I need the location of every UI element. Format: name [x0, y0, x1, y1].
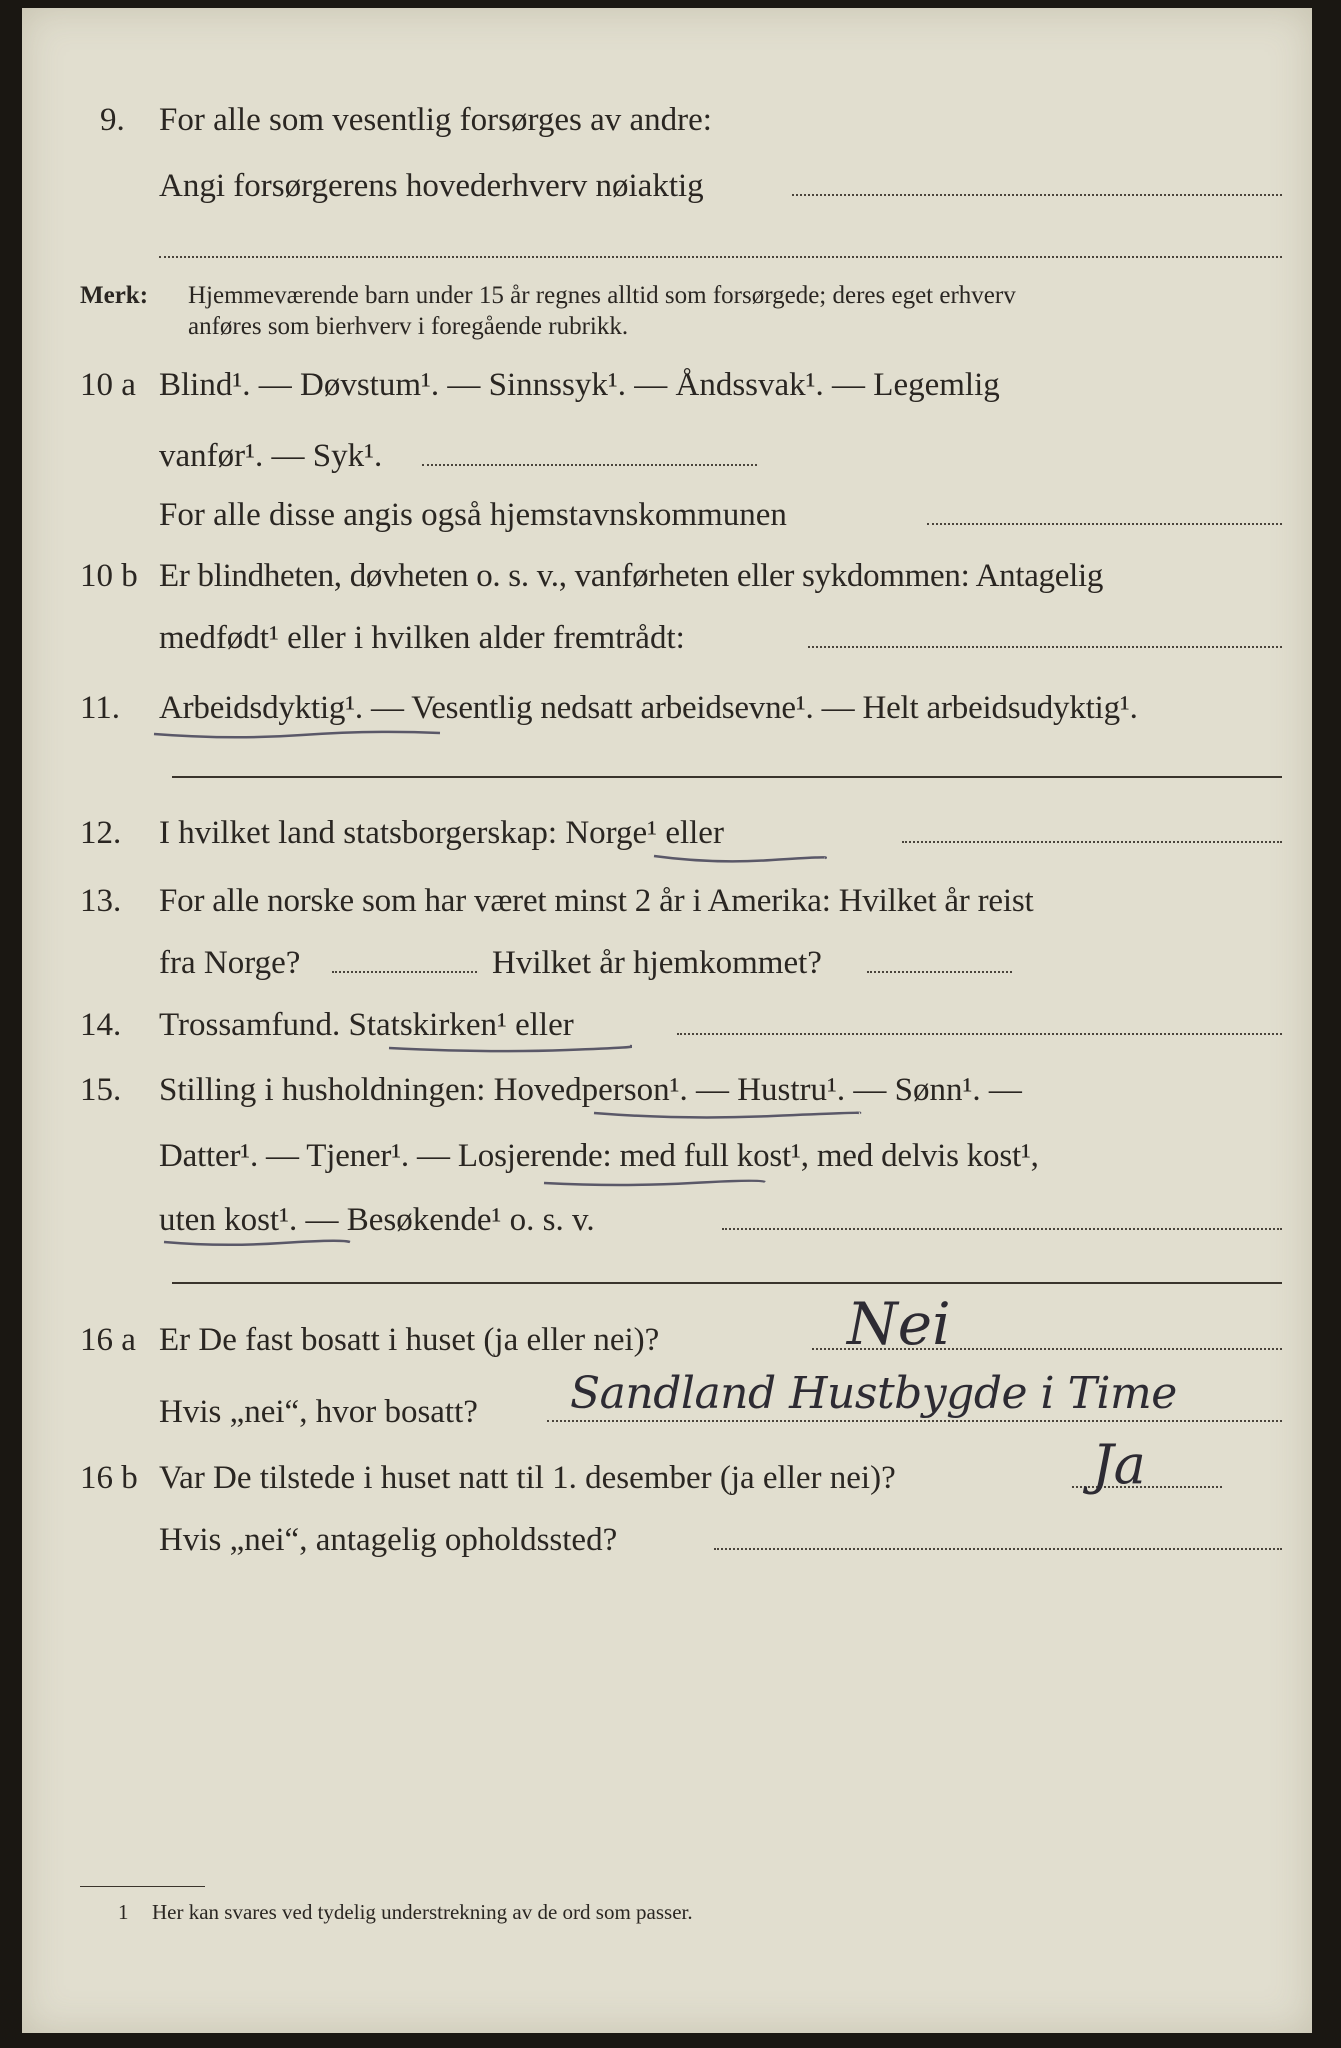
q10b-line2: medfødt¹ eller i hvilken alder fremtrådt:	[159, 620, 685, 656]
handwritten-answer: Ja	[1092, 1433, 1146, 1496]
answer-dotted-line	[867, 971, 1012, 973]
q9-number: 9.	[100, 102, 125, 138]
footnote-mark: 1	[118, 1900, 129, 1924]
q16a-line1: Er De fast bosatt i huset (ja eller nei)?	[159, 1322, 660, 1358]
answer-dotted-line	[332, 971, 477, 973]
q12-line1: I hvilket land statsborgerskap: Norge¹ eller	[159, 815, 724, 851]
census-form-page	[22, 8, 1312, 2033]
answer-dotted-line	[722, 1228, 1282, 1230]
q16a-number: 16 a	[80, 1322, 136, 1358]
q15-line3: uten kost¹. — Besøkende¹ o. s. v.	[159, 1202, 595, 1238]
q15-number: 15.	[80, 1072, 122, 1108]
q13-number: 13.	[80, 883, 122, 919]
answer-dotted-line	[792, 194, 1282, 196]
answer-dotted-line	[159, 256, 1282, 258]
merk-line2: anføres som bierhverv i foregående rubrikk.	[188, 313, 629, 340]
answer-dotted-line	[808, 646, 1282, 648]
pencil-underline	[592, 1108, 862, 1122]
pencil-underline	[542, 1176, 767, 1190]
merk-label: Merk:	[80, 282, 149, 309]
pencil-underline	[387, 1042, 632, 1056]
q11-line1: Arbeidsdyktig¹. — Vesentlig nedsatt arbeidsevne¹. — Helt arbeidsudyktig¹.	[159, 690, 1138, 726]
pencil-underline	[162, 1236, 352, 1250]
pencil-underline	[152, 728, 442, 742]
q13-line2b: Hvilket år hjemkommet?	[492, 945, 822, 981]
q16b-line2: Hvis „nei“, antagelig opholdssted?	[159, 1522, 618, 1558]
answer-dotted-line	[927, 523, 1282, 525]
q10a-number: 10 a	[80, 367, 136, 403]
handwritten-answer: Sandland Hustbygde i Time	[570, 1368, 1177, 1419]
q10b-number: 10 b	[80, 558, 138, 594]
q13-line1: For alle norske som har været minst 2 år i Amerika: Hvilket år reist	[159, 883, 1034, 919]
q16b-number: 16 b	[80, 1460, 138, 1496]
q14-line1: Trossamfund. Statskirken¹ eller	[159, 1007, 574, 1043]
q10a-line1: Blind¹. — Døvstum¹. — Sinnssyk¹. — Åndssvak¹. — Legemlig	[159, 367, 1000, 403]
answer-dotted-line	[714, 1548, 1282, 1550]
divider-rule	[172, 1282, 1282, 1284]
handwritten-answer: Nei	[847, 1290, 951, 1358]
q14-number: 14.	[80, 1007, 122, 1043]
answer-dotted-line	[422, 464, 757, 466]
pencil-underline	[652, 852, 827, 866]
q9-line2: Angi forsørgerens hovederhverv nøiaktig	[159, 168, 704, 204]
answer-dotted-line	[677, 1033, 1282, 1035]
divider-rule	[172, 776, 1282, 778]
footnote-text: Her kan svares ved tydelig understrekning av de ord som passer.	[152, 1900, 693, 1924]
q12-number: 12.	[80, 815, 122, 851]
answer-dotted-line	[902, 841, 1282, 843]
q16b-line1: Var De tilstede i huset natt til 1. desember (ja eller nei)?	[159, 1460, 896, 1496]
answer-dotted-line	[547, 1420, 1282, 1422]
q10a-line3: For alle disse angis også hjemstavnskommunen	[159, 497, 787, 533]
q9-line1: For alle som vesentlig forsørges av andre:	[159, 102, 712, 138]
q16a-line2: Hvis „nei“, hvor bosatt?	[159, 1394, 478, 1430]
q15-line1: Stilling i husholdningen: Hovedperson¹. — Hustru¹. — Sønn¹. —	[159, 1072, 1022, 1108]
q13-line2: fra Norge?	[159, 945, 301, 981]
q15-line2: Datter¹. — Tjener¹. — Losjerende: med full kost¹, med delvis kost¹,	[159, 1138, 1039, 1174]
q10a-line2: vanfør¹. — Syk¹.	[159, 438, 383, 474]
merk-line1: Hjemmeværende barn under 15 år regnes alltid som forsørgede; deres eget erhverv	[188, 282, 1016, 309]
q11-number: 11.	[80, 690, 121, 726]
footnote-rule	[80, 1886, 205, 1887]
q10b-line1: Er blindheten, døvheten o. s. v., vanførheten eller sykdommen: Antagelig	[159, 558, 1104, 594]
